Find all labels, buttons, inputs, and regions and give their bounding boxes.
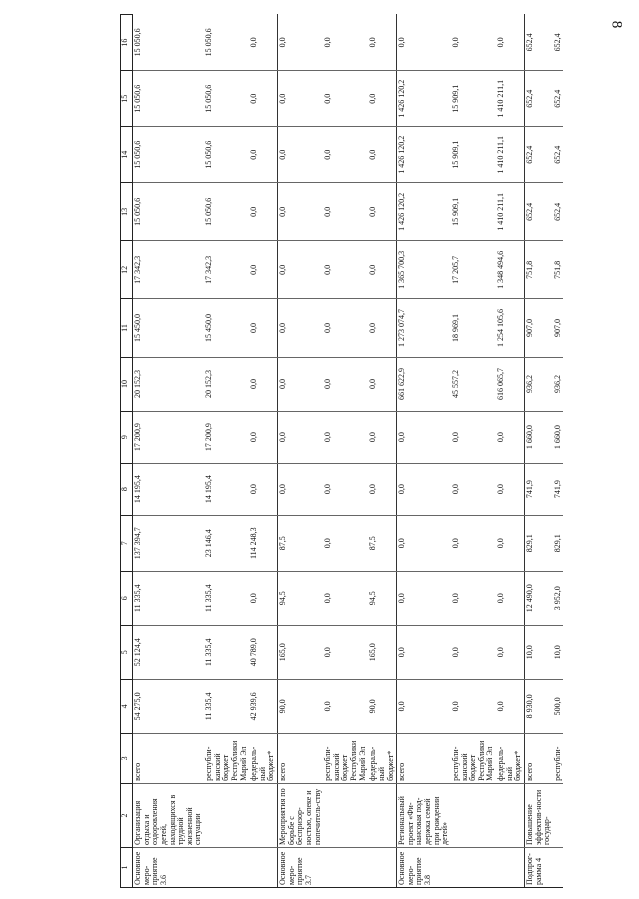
value-cell: 10,0	[524, 625, 552, 679]
program-code-cell	[553, 847, 564, 887]
program-code-cell: Основное меро-приятие 3.7	[278, 847, 324, 887]
table-row	[496, 15, 524, 888]
value-cell: 0,0	[451, 571, 496, 625]
column-header-13: 13	[121, 183, 133, 241]
program-name-cell	[204, 783, 249, 847]
table-row	[451, 15, 496, 888]
value-cell: 0,0	[323, 127, 368, 183]
value-cell: 14 195,4	[204, 463, 249, 515]
table-row	[133, 15, 205, 888]
value-cell: 14 195,4	[133, 463, 205, 515]
value-cell: 1 348 494,6	[496, 241, 524, 299]
value-cell: 0,0	[323, 463, 368, 515]
program-name-cell: Повышение эффектив-ности государ-	[524, 783, 552, 847]
value-cell: 0,0	[278, 127, 324, 183]
budget-table	[120, 14, 563, 888]
program-name-cell: Организация отдыха и оздоровления детей, находящихся в трудной жизненной ситуации	[133, 783, 205, 847]
program-name-cell	[249, 783, 277, 847]
column-header-6: 6	[121, 571, 133, 625]
value-cell: 652,4	[553, 127, 564, 183]
value-cell: 0,0	[249, 463, 277, 515]
value-cell: 1 254 105,6	[496, 299, 524, 357]
funding-source-cell: всего	[133, 733, 205, 783]
value-cell: 1 410 211,1	[496, 71, 524, 127]
value-cell: 45 557,2	[451, 357, 496, 411]
value-cell: 17 342,3	[204, 241, 249, 299]
value-cell: 87,5	[368, 515, 396, 571]
value-cell: 0,0	[278, 299, 324, 357]
column-header-3: 3	[121, 733, 133, 783]
value-cell: 1 273 074,7	[397, 299, 451, 357]
value-cell: 0,0	[249, 411, 277, 463]
program-name-cell	[553, 783, 564, 847]
value-cell: 652,4	[524, 71, 552, 127]
table-row	[278, 15, 324, 888]
value-cell: 15 050,6	[204, 127, 249, 183]
value-cell: 1 410 211,1	[496, 183, 524, 241]
value-cell: 0,0	[397, 625, 451, 679]
value-cell: 15 450,0	[133, 299, 205, 357]
column-header-4: 4	[121, 679, 133, 733]
program-name-cell	[451, 783, 496, 847]
value-cell: 15 909,1	[451, 183, 496, 241]
value-cell: 0,0	[496, 15, 524, 71]
funding-source-cell: республи-канский бюджет Республики Марий Эл	[204, 733, 249, 783]
value-cell: 40 789,0	[249, 625, 277, 679]
value-cell: 114 248,3	[249, 515, 277, 571]
value-cell: 11 335,4	[204, 571, 249, 625]
value-cell: 0,0	[249, 15, 277, 71]
value-cell: 0,0	[278, 183, 324, 241]
program-name-cell	[368, 783, 396, 847]
value-cell: 0,0	[368, 463, 396, 515]
program-code-cell	[323, 847, 368, 887]
value-cell: 0,0	[278, 357, 324, 411]
program-name-cell: Региональный проект «Фи-нансовая под-держка семей при рождении детей»	[397, 783, 451, 847]
value-cell: 0,0	[451, 679, 496, 733]
table-row	[323, 15, 368, 888]
column-header-9: 9	[121, 411, 133, 463]
value-cell: 741,9	[553, 463, 564, 515]
value-cell: 652,4	[524, 127, 552, 183]
value-cell: 0,0	[368, 411, 396, 463]
column-header-14: 14	[121, 127, 133, 183]
value-cell: 652,4	[524, 183, 552, 241]
value-cell: 0,0	[278, 411, 324, 463]
value-cell: 17 200,9	[204, 411, 249, 463]
value-cell: 0,0	[249, 299, 277, 357]
value-cell: 0,0	[397, 679, 451, 733]
value-cell: 8 930,0	[524, 679, 552, 733]
value-cell: 0,0	[323, 625, 368, 679]
program-code-cell	[204, 847, 249, 887]
value-cell: 936,2	[553, 357, 564, 411]
column-header-11: 11	[121, 299, 133, 357]
value-cell: 3 952,0	[553, 571, 564, 625]
value-cell: 829,1	[553, 515, 564, 571]
column-header-15: 15	[121, 71, 133, 127]
column-header-7: 7	[121, 515, 133, 571]
column-header-8: 8	[121, 463, 133, 515]
value-cell: 0,0	[278, 241, 324, 299]
value-cell: 0,0	[397, 463, 451, 515]
value-cell: 936,2	[524, 357, 552, 411]
value-cell: 165,0	[368, 625, 396, 679]
value-cell: 0,0	[496, 463, 524, 515]
value-cell: 0,0	[451, 625, 496, 679]
column-header-2: 2	[121, 783, 133, 847]
program-code-cell	[451, 847, 496, 887]
value-cell: 11 335,4	[204, 625, 249, 679]
value-cell: 0,0	[278, 71, 324, 127]
value-cell: 90,0	[278, 679, 324, 733]
value-cell: 0,0	[451, 15, 496, 71]
column-header-1: 1	[121, 847, 133, 887]
rotated-table-container	[120, 14, 608, 888]
value-cell: 741,9	[524, 463, 552, 515]
value-cell: 0,0	[249, 357, 277, 411]
value-cell: 907,0	[524, 299, 552, 357]
value-cell: 1 426 120,2	[397, 183, 451, 241]
value-cell: 652,4	[524, 15, 552, 71]
funding-source-cell: федераль-ный бюджет*	[496, 733, 524, 783]
value-cell: 907,0	[553, 299, 564, 357]
value-cell: 20 152,3	[133, 357, 205, 411]
program-code-cell	[368, 847, 396, 887]
table-row	[397, 15, 451, 888]
program-code-cell	[249, 847, 277, 887]
table-row	[553, 15, 564, 888]
value-cell: 137 394,7	[133, 515, 205, 571]
value-cell: 0,0	[368, 357, 396, 411]
table-row	[204, 15, 249, 888]
program-code-cell	[496, 847, 524, 887]
page-number: 8	[608, 20, 625, 29]
value-cell: 42 939,6	[249, 679, 277, 733]
value-cell: 15 050,6	[133, 127, 205, 183]
value-cell: 0,0	[368, 299, 396, 357]
value-cell: 94,5	[278, 571, 324, 625]
program-code-cell: Основное меро-приятие 3.8	[397, 847, 451, 887]
value-cell: 165,0	[278, 625, 324, 679]
value-cell: 0,0	[397, 15, 451, 71]
value-cell: 94,5	[368, 571, 396, 625]
value-cell: 15 050,6	[204, 71, 249, 127]
value-cell: 652,4	[553, 71, 564, 127]
funding-source-cell: всего	[397, 733, 451, 783]
funding-source-cell: всего	[524, 733, 552, 783]
value-cell: 15 050,6	[133, 183, 205, 241]
value-cell: 0,0	[368, 15, 396, 71]
value-cell: 54 275,0	[133, 679, 205, 733]
value-cell: 0,0	[249, 183, 277, 241]
value-cell: 1 410 211,1	[496, 127, 524, 183]
value-cell: 11 335,4	[133, 571, 205, 625]
value-cell: 0,0	[368, 71, 396, 127]
value-cell: 17 200,9	[133, 411, 205, 463]
funding-source-cell: федераль-ный бюджет*	[368, 733, 396, 783]
value-cell: 500,0	[553, 679, 564, 733]
value-cell: 0,0	[323, 571, 368, 625]
value-cell: 0,0	[451, 463, 496, 515]
value-cell: 23 146,4	[204, 515, 249, 571]
value-cell: 1 426 120,2	[397, 71, 451, 127]
program-name-cell: Мероприятия по борьбе с беспризор-ностью, опеке и попечитель-ству	[278, 783, 324, 847]
value-cell: 0,0	[368, 183, 396, 241]
value-cell: 12 490,0	[524, 571, 552, 625]
header-row	[121, 15, 133, 888]
table-row	[249, 15, 277, 888]
value-cell: 1 660,0	[553, 411, 564, 463]
value-cell: 661 622,9	[397, 357, 451, 411]
value-cell: 90,0	[368, 679, 396, 733]
value-cell: 0,0	[397, 411, 451, 463]
table-row	[368, 15, 396, 888]
value-cell: 11 335,4	[204, 679, 249, 733]
funding-source-cell: всего	[278, 733, 324, 783]
table-row	[524, 15, 552, 888]
program-name-cell	[323, 783, 368, 847]
value-cell: 0,0	[249, 241, 277, 299]
value-cell: 1 660,0	[524, 411, 552, 463]
column-header-10: 10	[121, 357, 133, 411]
value-cell: 751,8	[553, 241, 564, 299]
value-cell: 87,5	[278, 515, 324, 571]
value-cell: 0,0	[323, 15, 368, 71]
value-cell: 0,0	[323, 357, 368, 411]
value-cell: 15 050,6	[204, 183, 249, 241]
value-cell: 15 450,0	[204, 299, 249, 357]
funding-source-cell: республи-	[553, 733, 564, 783]
value-cell: 0,0	[249, 127, 277, 183]
value-cell: 15 909,1	[451, 71, 496, 127]
value-cell: 829,1	[524, 515, 552, 571]
value-cell: 17 205,7	[451, 241, 496, 299]
value-cell: 0,0	[323, 411, 368, 463]
value-cell: 0,0	[278, 15, 324, 71]
column-header-5: 5	[121, 625, 133, 679]
value-cell: 0,0	[496, 679, 524, 733]
value-cell: 15 050,6	[204, 15, 249, 71]
value-cell: 1 365 700,3	[397, 241, 451, 299]
value-cell: 0,0	[368, 241, 396, 299]
value-cell: 0,0	[249, 571, 277, 625]
funding-source-cell: федераль-ный бюджет*	[249, 733, 277, 783]
funding-source-cell: республи-канский бюджет Республики Марий Эл	[323, 733, 368, 783]
value-cell: 0,0	[278, 463, 324, 515]
value-cell: 15 050,6	[133, 15, 205, 71]
value-cell: 15 909,1	[451, 127, 496, 183]
value-cell: 0,0	[323, 71, 368, 127]
value-cell: 0,0	[496, 625, 524, 679]
value-cell: 0,0	[249, 71, 277, 127]
value-cell: 0,0	[368, 127, 396, 183]
value-cell: 616 065,7	[496, 357, 524, 411]
value-cell: 18 969,1	[451, 299, 496, 357]
value-cell: 0,0	[397, 571, 451, 625]
value-cell: 17 342,3	[133, 241, 205, 299]
value-cell: 0,0	[397, 515, 451, 571]
value-cell: 0,0	[323, 299, 368, 357]
value-cell: 0,0	[323, 183, 368, 241]
column-header-16: 16	[121, 15, 133, 71]
value-cell: 0,0	[323, 515, 368, 571]
value-cell: 0,0	[323, 679, 368, 733]
value-cell: 1 426 120,2	[397, 127, 451, 183]
value-cell: 751,8	[524, 241, 552, 299]
program-name-cell	[496, 783, 524, 847]
value-cell: 52 124,4	[133, 625, 205, 679]
value-cell: 652,4	[553, 15, 564, 71]
program-code-cell: Основное меро-приятие 3.6	[133, 847, 205, 887]
value-cell: 0,0	[451, 411, 496, 463]
value-cell: 15 050,6	[133, 71, 205, 127]
value-cell: 0,0	[496, 515, 524, 571]
funding-source-cell: республи-канский бюджет Республики Марий Эл	[451, 733, 496, 783]
column-header-12: 12	[121, 241, 133, 299]
value-cell: 652,4	[553, 183, 564, 241]
value-cell: 0,0	[496, 411, 524, 463]
value-cell: 0,0	[451, 515, 496, 571]
value-cell: 20 152,3	[204, 357, 249, 411]
program-code-cell: Подпрог-рамма 4	[524, 847, 552, 887]
value-cell: 10,0	[553, 625, 564, 679]
table-body	[133, 15, 564, 888]
value-cell: 0,0	[496, 571, 524, 625]
value-cell: 0,0	[323, 241, 368, 299]
